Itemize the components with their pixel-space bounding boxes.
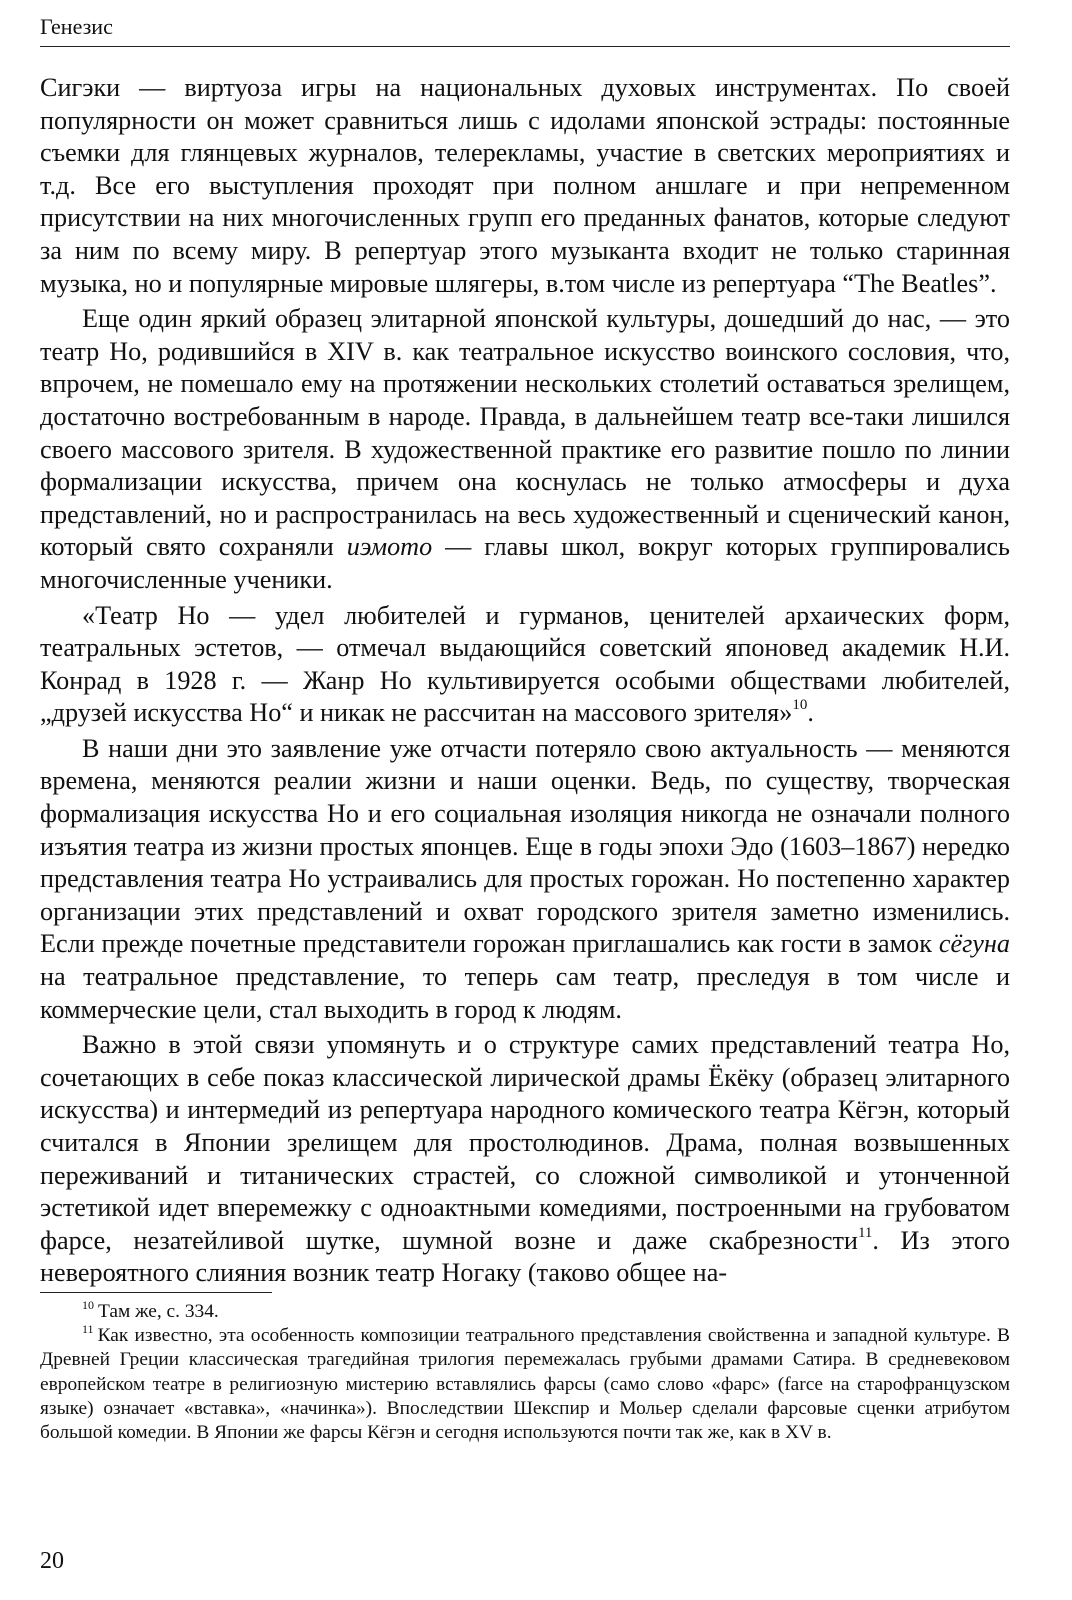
paragraph-5 bbox=[40, 1029, 1010, 1290]
paragraph-4-text-end: на театральное представление, то теперь сам театр, преследуя в том числе и коммерческие цели, стал выходить в город к людям. bbox=[40, 962, 1010, 1024]
paragraph-3 bbox=[40, 600, 1010, 730]
footnotes bbox=[40, 1300, 1010, 1445]
paragraph-5-text-end: . Из этого невероятного слияния возник театр Ногаку (таково общее на- bbox=[40, 1225, 1010, 1288]
footnote-text: Как известно, эта особенность композиции театрального представления свойственна и западной культуре. В Древней Греции классическая трагедийная трилогия перемежалась грубыми драмами Сатира. В средневековом европейском театре в религиозную мистерию вставлялись фарсы (само слово «фарс» (farce на старофранцузском языке) означает «вставка», «начинка»). Впоследствии Шекспир и Мольер сделали фарсовые сценки атрибутом большой комедии. В Японии же фарсы Кёгэн и сегодня используются почти так же, как в XV в. bbox=[40, 1325, 1010, 1444]
paragraph-4-text: В наши дни это заявление уже отчасти потеряло свою актуальность — меняются времена, меняются реалии жизни и наши оценки. Ведь, по существу, творческая формализация искусства Но и его социальная изоляция никогда не означали полного изъятия театра из жизни простых японцев. Еще в годы эпохи Эдо (1603–1867) нередко представления театра Но устраивались для простых горожан. Но постепенно характер организации этих представлений и охват городского зрителя заметно изменились. Если прежде почетные представители горожан приглашались как гости в замок bbox=[40, 733, 1010, 959]
paragraph-3-text: «Театр Но — удел любителей и гурманов, ценителей архаических форм, театральных эстетов, — отмечал выдающийся советский японовед академик Н.И. Конрад в 1928 г. — Жанр Но культивируется особыми обществами любителей, „друзей искусства Но“ и никак не рассчитан на массового зрителя» bbox=[40, 600, 1010, 728]
running-head: Генезис bbox=[40, 14, 113, 39]
paragraph-2-text-end: — главы школ, вокруг которых группировались многочисленные ученики. bbox=[40, 532, 1010, 594]
italic-term-shogun: сёгуна bbox=[938, 929, 1010, 959]
footnote-text: Там же, с. 334. bbox=[98, 1301, 219, 1322]
italic-term-iemoto: иэмото bbox=[346, 532, 433, 562]
header-rule bbox=[40, 46, 1010, 47]
footnote-ref-10[interactable]: 10 bbox=[792, 697, 808, 714]
footnote-ref-11[interactable]: 11 bbox=[857, 1224, 873, 1241]
footnote-10 bbox=[40, 1300, 1010, 1324]
paragraph-1-text: Сигэки — виртуоза игры на национальных духовых инструментах. По своей популярности он может сравниться лишь с идолами японской эстрады: постоянные съемки для глянцевых журналов, телерекламы, участие в светских мероприятиях и т.д. Все его выступления проходят при полном аншлаге и при непременном присутствии на них многочисленных групп его преданных фанатов, которые следуют за ним по всему миру. В репертуар этого музыканта входит не только старинная музыка, но и популярные мировые шлягеры, в.том числе из репертуара “The Beatles”. bbox=[40, 73, 1010, 298]
paragraph-1 bbox=[40, 72, 1010, 300]
footnote-number: 10 bbox=[82, 1298, 94, 1312]
paragraph-5-text: Важно в этой связи упомянуть и о структуре самих представлений театра Но, сочетающих в себе показ классической лирической драмы Ёкёку (образец элитарного искусства) и интермедий из репертуара народного комического театра Кёгэн, который считался в Японии зрелищем для простолюдинов. Драма, полная возвышенных переживаний и титанических страстей, со сложной символикой и утонченной эстетикой идет вперемежку с одноактными комедиями, построенными на грубоватом фарсе, незатейливой шутке, шумной возне и даже скабрезности bbox=[40, 1030, 1010, 1255]
paragraph-4 bbox=[40, 733, 1010, 1026]
paragraph-3-text-end: . bbox=[807, 698, 814, 728]
footnote-rule bbox=[40, 1292, 272, 1293]
body-text bbox=[40, 72, 1010, 1290]
page-number: 20 bbox=[40, 1548, 64, 1574]
footnote-11 bbox=[40, 1324, 1010, 1445]
paragraph-2 bbox=[40, 303, 1010, 596]
footnote-number: 11 bbox=[82, 1322, 94, 1337]
paragraph-2-text: Еще один яркий образец элитарной японской культуры, дошедший до нас, — это театр Но, родившийся в XIV в. как театральное искусство воинского сословия, что, впрочем, не помешало ему на протяжении нескольких столетий оставаться зрелищем, достаточно востребованным в народе. Правда, в дальнейшем театр все-таки лишился своего массового зрителя. В художественной практике его развитие пошло по линии формализации искусства, причем она коснулась не только атмосферы и духа представлений, но и распространилась на весь художественный и сценический канон, который свято сохраняли bbox=[40, 304, 1010, 562]
